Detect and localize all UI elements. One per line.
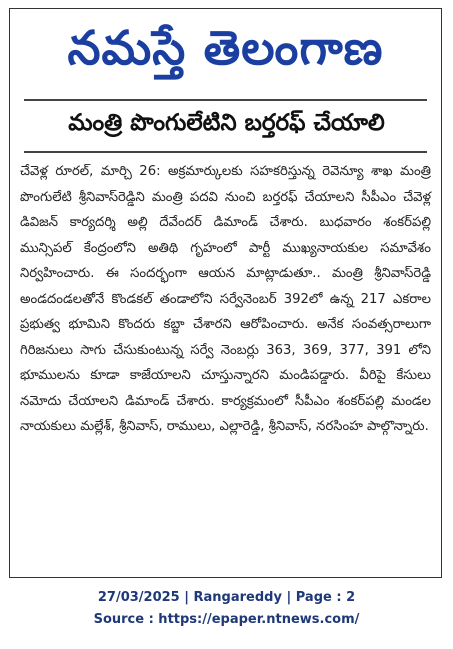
news-clipping	[9, 8, 442, 578]
headline: మంత్రి పొంగులేటిని బర్తరఫ్ చేయాలి	[68, 110, 385, 136]
headline-bottom-rule	[24, 151, 427, 153]
article-body: చేవెళ్ల రూరల్, మార్చి 26: అక్రమార్కులకు సహకరిస్తున్న రెవెన్యూ శాఖ మంత్రి పొంగులేటి శ్రీనివాస్‌రెడ్డిని మంత్రి పదవి నుంచి బర్తరఫ్ చేయాలని సీపీఎం చేవెళ్ల డివిజన్ కార్యదర్శి అల్లి దేవేందర్ డిమాండ్ చేశారు. బుధవారం శంకర్‌పల్లి మున్సిపల్ కేంద్రంలోని అతిథి గృహంలో పార్టీ ముఖ్యనాయకుల సమావేశం నిర్వహించారు. ఈ సందర్భంగా ఆయన మాట్లాడుతూ.. మంత్రి శ్రీనివాస్‌రెడ్డి అండదండలతోనే కొండకల్ తండాలోని సర్వేనెంబర్ 392లో ఉన్న 217 ఎకరాల ప్రభుత్వ భూమిని కొందరు కబ్జా చేశారని ఆరోపించారు. అనేక సంవత్సరాలుగా గిరిజనులు సాగు చేసుకుంటున్న సర్వే నెంబర్లు 363, 369, 377, 391 లోని భూములను కూడా కాజేయాలని చూస్తున్నారని మండిపడ్డారు. వీరిపై కేసులు నమోదు చేయాలని డిమాండ్ చేశారు. కార్యక్రమంలో సీపీఎం శంకర్‌పల్లి మండల నాయకులు మల్లేశ్, శ్రీనివాస్, రాములు, ఎల్లారెడ్డి, శ్రీనివాస్, నరసింహ పాల్గొన్నారు.	[20, 164, 431, 434]
newspaper-logo: నమస్తే తెలంగాణ	[67, 21, 384, 76]
headline-top-rule	[24, 99, 427, 101]
source-link[interactable]: Source : https://epaper.ntnews.com/	[93, 612, 360, 627]
masthead	[10, 13, 441, 95]
edition-info: 27/03/2025 | Rangareddy | Page : 2	[97, 590, 356, 605]
